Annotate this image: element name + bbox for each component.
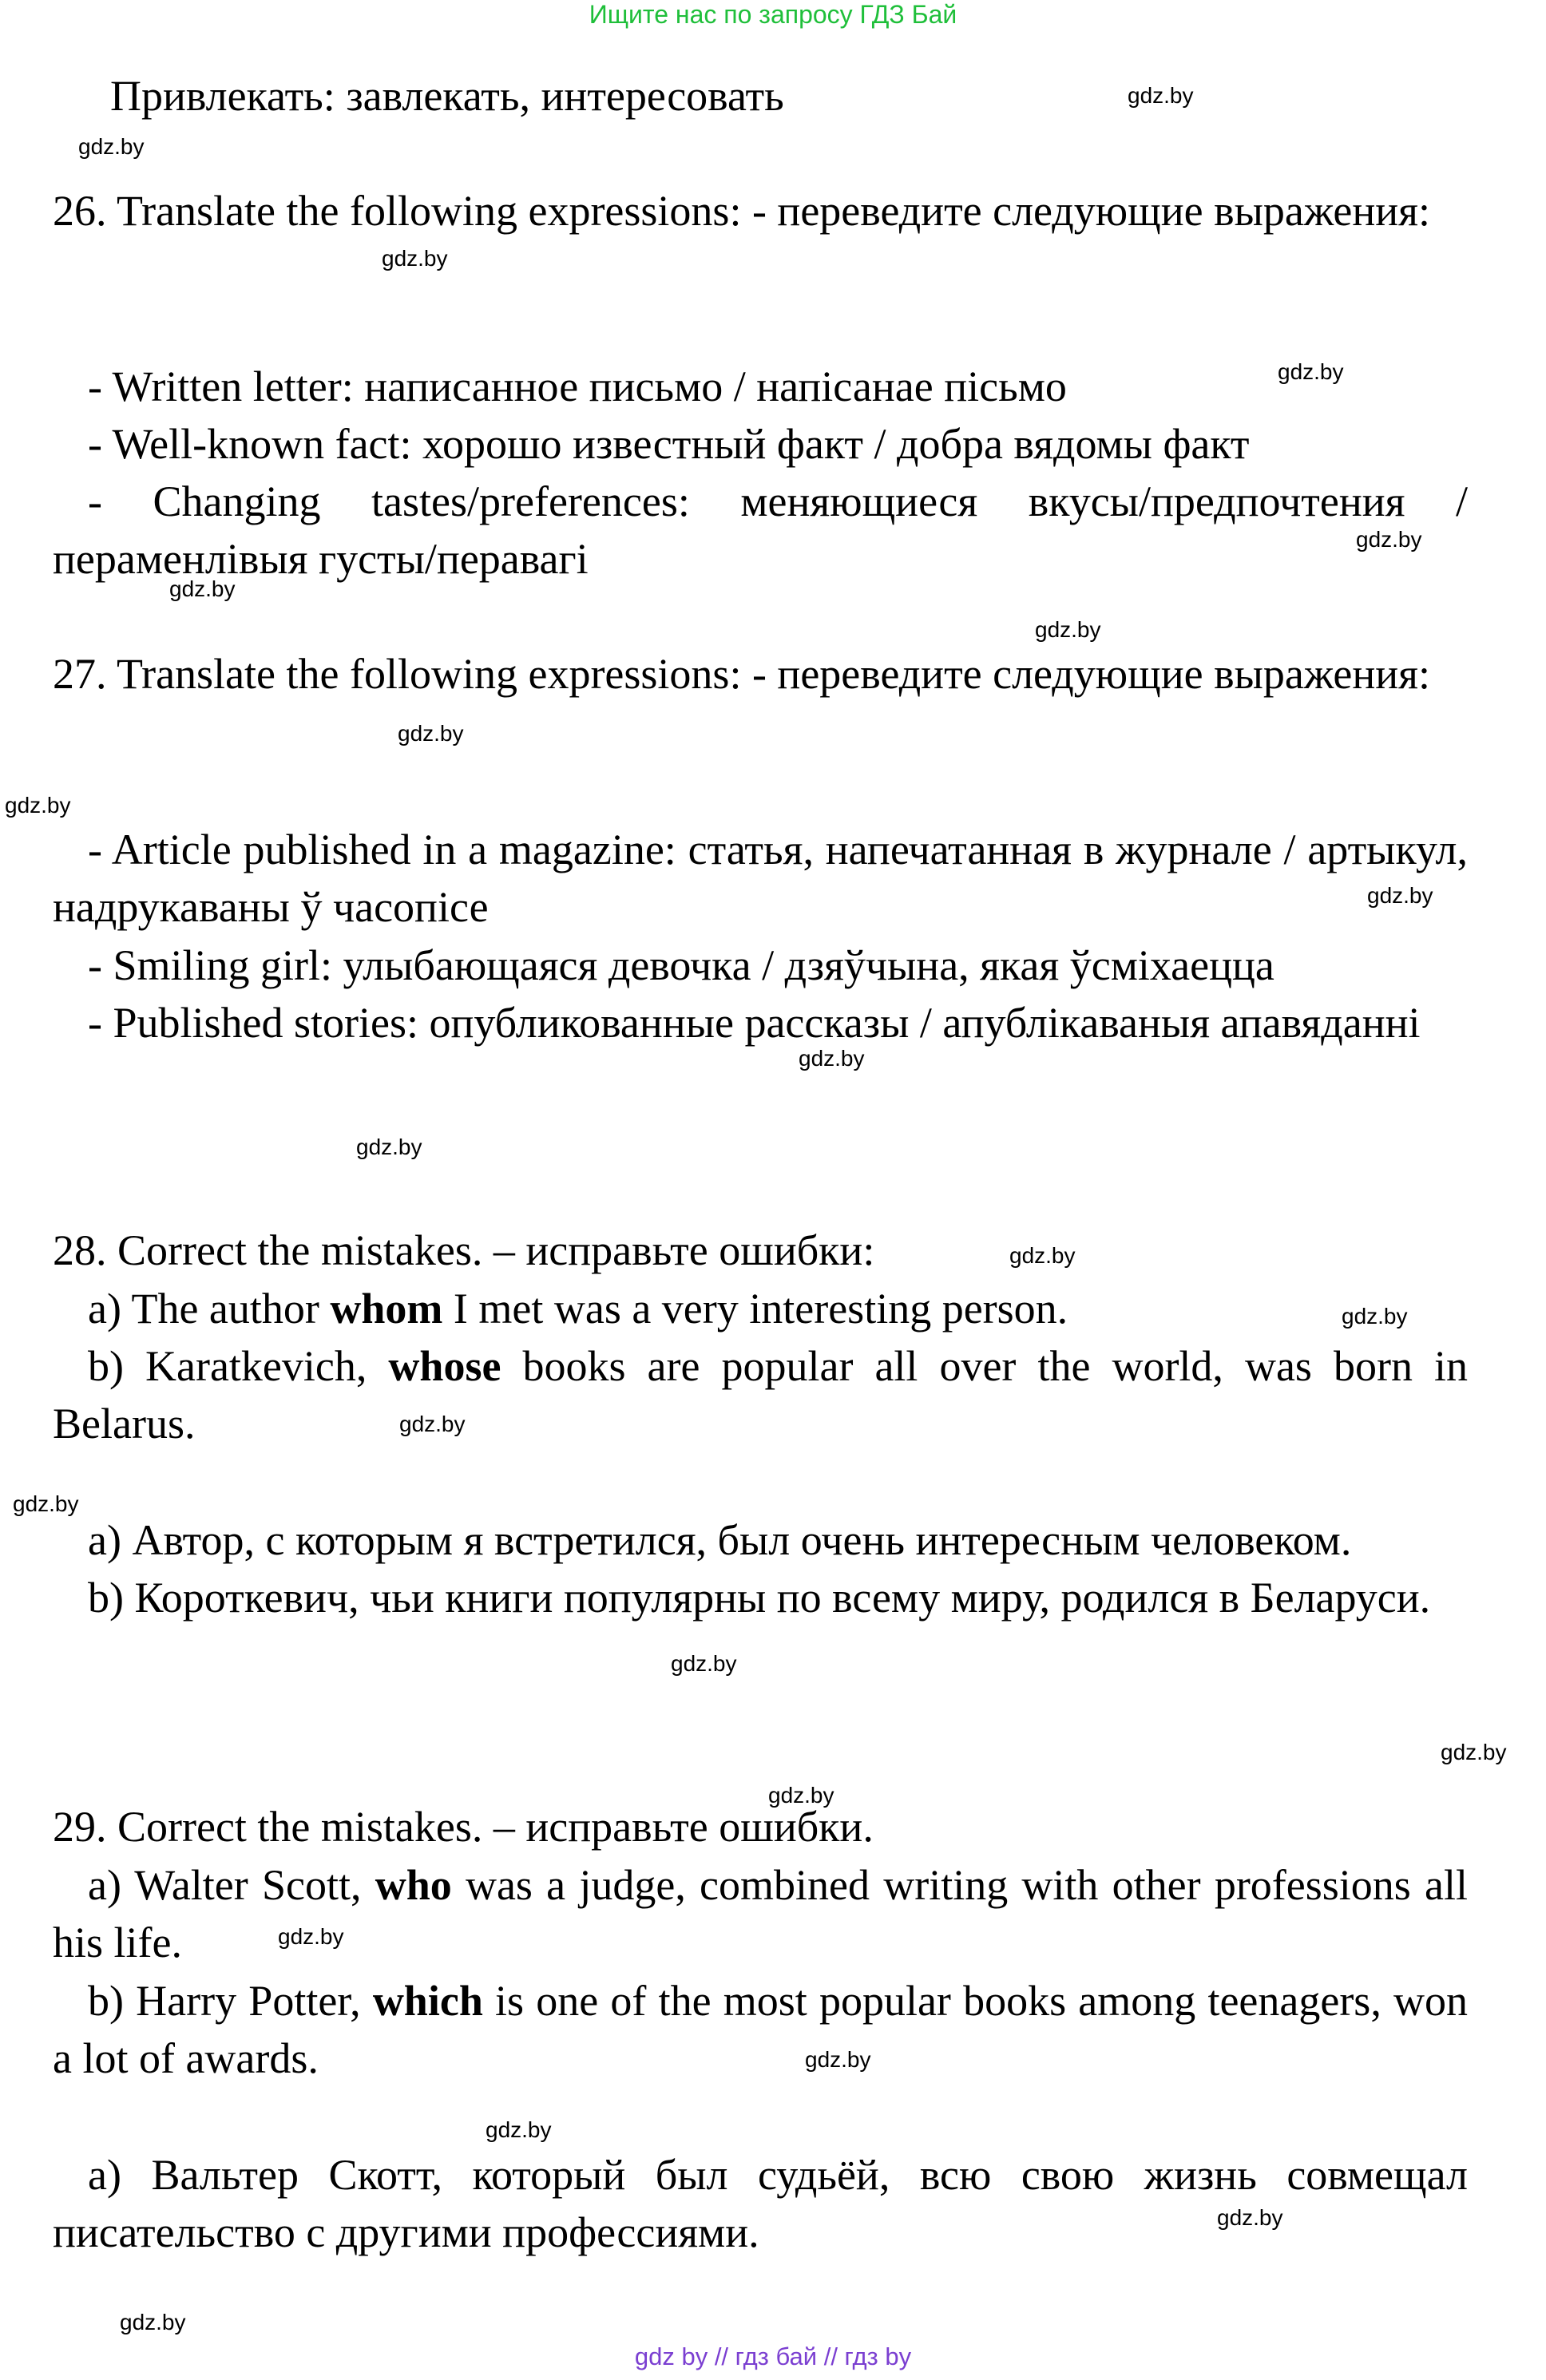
- bottom-banner[interactable]: gdz by // гдз бай // гдз by: [634, 2342, 912, 2370]
- watermark: gdz.by: [1367, 883, 1433, 908]
- watermark: gdz.by: [486, 2117, 552, 2142]
- watermark: gdz.by: [1009, 1243, 1076, 1268]
- watermark: gdz.by: [398, 721, 464, 746]
- watermark: gdz.by: [671, 1651, 737, 1676]
- ex27-heading: 27. Translate the following expressions: - переведите следующие выражения:: [53, 650, 1431, 698]
- ex29-translation-a: a) Вальтер Скотт, который был судьёй, всю свою жизнь совмещал писательство с другими профессиями.: [53, 2151, 1468, 2256]
- ex28-heading: 28. Correct the mistakes. – исправьте ошибки:: [53, 1226, 875, 1274]
- watermark: gdz.by: [1342, 1304, 1408, 1329]
- ex28-translation-b: b) Короткевич, чьи книги популярны по всему миру, родился в Беларуси.: [88, 1574, 1431, 1622]
- ex28-answer-a: a) The author whom I met was a very interesting person.: [88, 1285, 1068, 1333]
- watermark: gdz.by: [1217, 2205, 1283, 2230]
- watermark: gdz.by: [78, 134, 145, 159]
- watermark: gdz.by: [799, 1046, 865, 1071]
- ex27-item-3: - Published stories: опубликованные рассказы / апублікаваныя апавяданні: [88, 999, 1421, 1047]
- watermark: gdz.by: [1128, 83, 1194, 108]
- watermark: gdz.by: [5, 793, 71, 818]
- watermark: gdz.by: [382, 246, 448, 271]
- watermark: gdz.by: [356, 1135, 422, 1159]
- ex28-translation-a: a) Автор, с которым я встретился, был очень интересным человеком.: [88, 1516, 1352, 1564]
- watermark: gdz.by: [1356, 527, 1422, 552]
- previous-entry: Привлекать: завлекать, интересовать: [110, 72, 784, 120]
- watermark: gdz.by: [13, 1491, 79, 1516]
- ex26-item-1: - Written letter: написанное письмо / напісанае пісьмо: [88, 362, 1067, 410]
- top-banner[interactable]: Ищите нас по запросу ГДЗ Бай: [589, 0, 957, 29]
- watermark: gdz.by: [120, 2310, 186, 2334]
- watermark: gdz.by: [1278, 359, 1344, 384]
- watermark: gdz.by: [768, 1783, 834, 1808]
- ex26-heading: 26. Translate the following expressions: - переведите следующие выражения:: [53, 187, 1431, 235]
- watermark: gdz.by: [278, 1924, 344, 1949]
- ex26-item-3: - Changing tastes/preferences: меняющиеся вкусы/предпочтения / пераменлівыя густы/перавагі: [53, 477, 1468, 583]
- ex26-item-2: - Well-known fact: хорошо известный факт / добра вядомы факт: [88, 420, 1250, 468]
- ex27-item-2: - Smiling girl: улыбающаяся девочка / дзяўчына, якая ўсміхаецца: [88, 941, 1274, 989]
- ex28-answer-b: b) Karatkevich, whose books are popular all over the world, was born in Belarus.: [53, 1342, 1469, 1447]
- ex27-item-1: - Article published in a magazine: статья, напечатанная в журнале / артыкул, надрукаваны ў часопісе: [53, 826, 1468, 931]
- ex29-heading: 29. Correct the mistakes. – исправьте ошибки.: [53, 1803, 874, 1851]
- watermark: gdz.by: [1035, 617, 1101, 642]
- ex29-answer-b: b) Harry Potter, which is one of the most popular books among teenagers, won a lot of awards.: [53, 1977, 1468, 2082]
- watermark: gdz.by: [169, 576, 236, 601]
- watermark: gdz.by: [399, 1412, 466, 1436]
- ex29-answer-a: a) Walter Scott, who was a judge, combined writing with other professions all his life.: [53, 1861, 1468, 1966]
- watermark: gdz.by: [1441, 1740, 1507, 1764]
- watermark: gdz.by: [805, 2047, 871, 2072]
